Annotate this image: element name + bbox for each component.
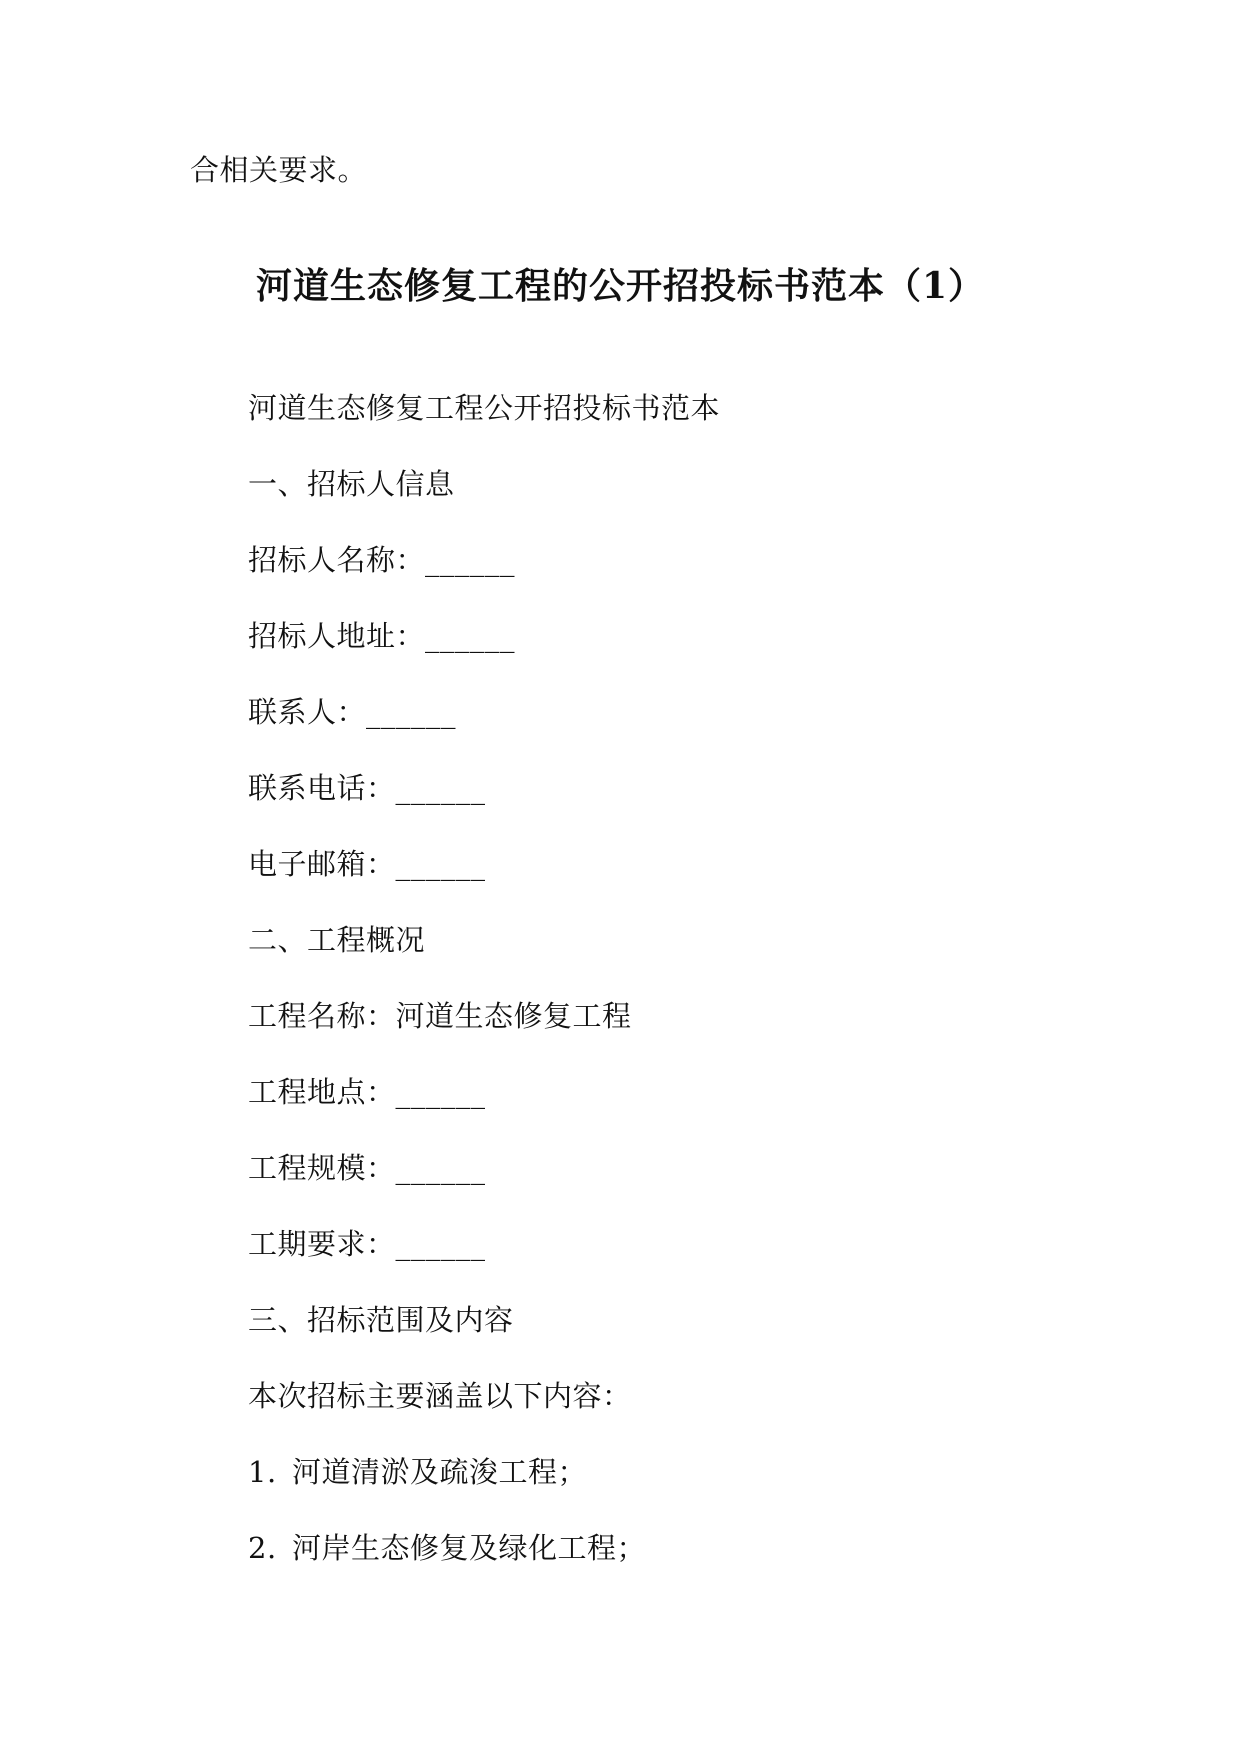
section-heading-project-overview: 二、工程概况 bbox=[248, 923, 426, 957]
field-project-name: 工程名称：河道生态修复工程 bbox=[248, 999, 632, 1033]
list-item bbox=[248, 1530, 646, 1566]
field-project-scale: 工程规模：______ bbox=[248, 1151, 486, 1185]
scope-intro: 本次招标主要涵盖以下内容： bbox=[248, 1379, 632, 1413]
list-item-number: 1. bbox=[248, 1455, 277, 1489]
field-contact-phone: 联系电话：______ bbox=[248, 771, 486, 805]
field-bidder-name: 招标人名称：______ bbox=[248, 543, 516, 577]
subtitle-paragraph: 河道生态修复工程公开招投标书范本 bbox=[248, 391, 721, 425]
list-item-text: 河岸生态修复及绿化工程； bbox=[292, 1531, 647, 1565]
field-bidder-address: 招标人地址：______ bbox=[248, 619, 516, 653]
section-heading-bidder-info: 一、招标人信息 bbox=[248, 467, 455, 501]
list-item bbox=[248, 1454, 587, 1490]
list-item-number: 2. bbox=[248, 1531, 277, 1565]
document-title: 河道生态修复工程的公开招投标书范本（1） bbox=[255, 265, 986, 307]
section-heading-scope: 三、招标范围及内容 bbox=[248, 1303, 514, 1337]
field-project-location: 工程地点：______ bbox=[248, 1075, 486, 1109]
continuation-text: 合相关要求。 bbox=[190, 153, 368, 187]
field-email: 电子邮箱：______ bbox=[248, 847, 486, 881]
field-contact-person: 联系人：______ bbox=[248, 695, 457, 729]
field-schedule-requirement: 工期要求：______ bbox=[248, 1227, 486, 1261]
list-item-text: 河道清淤及疏浚工程； bbox=[292, 1455, 588, 1489]
